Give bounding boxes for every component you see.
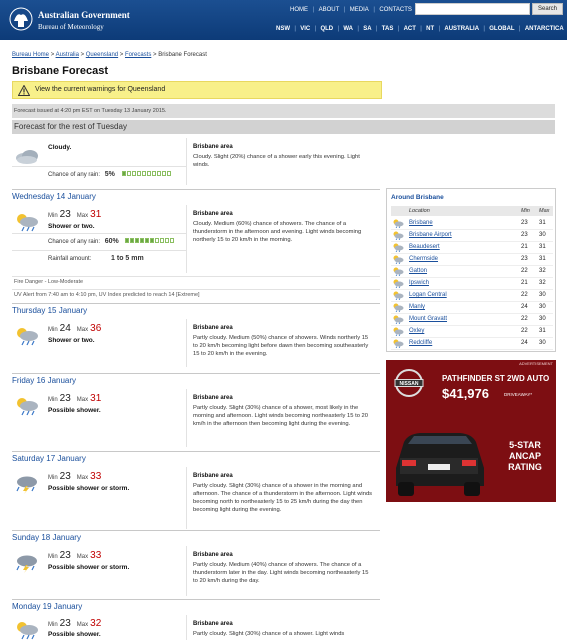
max-label: Max <box>76 397 89 403</box>
rest-chance-of-rain <box>48 171 172 178</box>
around-min: 21 <box>521 244 528 250</box>
rain-bar-segment <box>145 238 149 243</box>
max-temp: 36 <box>90 323 102 334</box>
ad-rating: 5-STAR ANCAP RATING <box>508 440 542 472</box>
around-row <box>391 242 553 254</box>
shower-icon <box>14 212 40 232</box>
separator: | <box>357 26 359 32</box>
max-label: Max <box>76 622 89 628</box>
area-text: Partly cloudy. Medium (50%) chance of showers. Winds northerly 15 to 20 km/h becoming light before dawn then becoming southeasterly 15 to 20 km/h in the evening. <box>193 335 369 357</box>
separator: | <box>312 7 315 13</box>
area-title: Brisbane area <box>193 211 233 217</box>
nav-australia[interactable]: AUSTRALIA <box>444 26 480 32</box>
rain-chance-bar <box>125 238 175 244</box>
around-location-link[interactable]: Ipswich <box>409 280 430 286</box>
around-row <box>391 302 553 314</box>
nav-nsw[interactable]: NSW <box>276 26 290 32</box>
fire-danger: Fire Danger - Low-Moderate <box>12 276 380 287</box>
issued-time: Forecast issued at 4:20 pm EST on Tuesday 13 January 2015. <box>12 104 555 118</box>
min-label: Min <box>48 554 58 560</box>
around-min: 24 <box>521 304 528 310</box>
chance-value: 5% <box>104 171 115 178</box>
nav-sa[interactable]: SA <box>363 26 372 32</box>
day-summary: Possible shower or storm. <box>48 485 130 492</box>
separator: | <box>314 26 317 32</box>
area-title: Brisbane area <box>193 621 233 627</box>
min-max <box>48 471 107 482</box>
around-location-link[interactable]: Brisbane <box>409 220 433 226</box>
warnings-link[interactable] <box>12 81 382 99</box>
shower-icon <box>392 303 404 312</box>
around-min: 22 <box>521 268 528 274</box>
max-temp: 33 <box>90 550 102 561</box>
column-divider <box>186 546 187 596</box>
site-header <box>0 0 567 40</box>
nav-antarctica[interactable]: ANTARCTICA <box>524 26 564 32</box>
min-max <box>48 618 107 629</box>
rain-bar-segment <box>150 238 154 243</box>
shower-icon <box>392 327 404 336</box>
nav-nt[interactable]: NT <box>426 26 435 32</box>
around-min: 23 <box>521 256 528 262</box>
around-location-link[interactable]: Redcliffe <box>409 340 433 346</box>
crest-icon <box>8 6 34 32</box>
rain-bar-segment <box>142 171 146 176</box>
min-max <box>48 550 107 561</box>
ad-model: PATHFINDER ST 2WD AUTO <box>442 374 550 383</box>
gov-name: Australian Government <box>38 10 130 20</box>
row-divider <box>12 233 186 234</box>
rest-summary: Cloudy. <box>48 144 72 151</box>
nav-qld[interactable]: QLD <box>320 26 334 32</box>
around-max: 30 <box>539 232 546 238</box>
shower-icon <box>392 255 404 264</box>
rainfall-amount <box>48 255 144 262</box>
day-header-thursday: Thursday 15 January <box>12 303 380 317</box>
breadcrumb-sep: > <box>50 52 55 58</box>
column-divider <box>186 615 187 640</box>
around-min: 24 <box>521 340 528 346</box>
bom-name: Bureau of Meteorology <box>38 23 104 31</box>
chance-of-rain <box>48 238 175 245</box>
warning-text: View the current warnings for Queensland <box>35 86 166 93</box>
day-header-friday: Friday 16 January <box>12 373 380 387</box>
shower-icon <box>392 291 404 300</box>
cloudy-icon <box>14 146 40 166</box>
around-max: 31 <box>539 328 546 334</box>
around-location-link[interactable]: Beaudesert <box>409 244 440 250</box>
row-divider <box>12 166 186 167</box>
shower-icon <box>14 396 40 416</box>
site-logo[interactable] <box>8 4 130 34</box>
area-title: Brisbane area <box>193 325 233 331</box>
min-temp: 23 <box>59 471 71 482</box>
rain-bar-segment <box>160 238 164 243</box>
around-max: 31 <box>539 244 546 250</box>
rain-chance-bar <box>122 171 172 177</box>
max-label: Max <box>76 327 89 333</box>
storm-icon <box>14 474 40 494</box>
day-summary: Possible shower. <box>48 407 101 414</box>
max-temp: 33 <box>90 471 102 482</box>
breadcrumb-sep: > <box>80 52 85 58</box>
nissan-logo-icon <box>394 368 424 398</box>
around-row <box>391 266 553 278</box>
breadcrumb-forecasts[interactable]: Forecasts <box>124 52 152 58</box>
col-max: Max <box>539 208 550 214</box>
separator: | <box>337 26 340 32</box>
area-text: Cloudy. Slight (20%) chance of a shower early this evening. Light winds. <box>193 154 360 168</box>
ad-price: $41,976 <box>442 386 489 401</box>
rain-bar-segment <box>170 238 174 243</box>
around-max: 31 <box>539 220 546 226</box>
min-max <box>48 323 107 334</box>
shower-icon <box>392 219 404 228</box>
day-summary: Shower or two. <box>48 223 95 230</box>
top-links <box>290 5 412 15</box>
min-max <box>48 393 107 404</box>
area-title: Brisbane area <box>193 144 233 150</box>
column-divider <box>186 205 187 273</box>
shower-icon <box>392 267 404 276</box>
max-temp: 31 <box>90 393 102 404</box>
rain-bar-segment <box>157 171 161 176</box>
nav-wa[interactable]: WA <box>343 26 354 32</box>
rainfall-value: 1 to 5 mm <box>111 255 144 262</box>
separator: | <box>518 26 521 32</box>
separator: | <box>397 26 400 32</box>
min-temp: 24 <box>59 323 71 334</box>
around-min: 23 <box>521 232 528 238</box>
rain-bar-segment <box>130 238 134 243</box>
breadcrumb-australia[interactable]: Australia <box>55 52 79 58</box>
max-temp: 31 <box>90 209 102 220</box>
rain-bar-segment <box>140 238 144 243</box>
uv-alert: UV Alert from 7:40 am to 4:10 pm, UV Index predicted to reach 14 [Extreme] <box>12 289 380 300</box>
column-divider <box>186 138 187 185</box>
rain-bar-segment <box>167 171 171 176</box>
day-summary: Possible shower. <box>48 631 101 638</box>
area-text: Partly cloudy. Medium (40%) chance of showers. The chance of a thunderstorm later in the day. Light winds becoming northeasterly 15 to 20 km/h during the day. <box>193 562 369 584</box>
around-max: 32 <box>539 268 546 274</box>
rain-bar-segment <box>125 238 129 243</box>
page-title: Brisbane Forecast <box>12 65 108 77</box>
nav-tas[interactable]: TAS <box>381 26 394 32</box>
separator: | <box>375 26 378 32</box>
separator: | <box>438 26 441 32</box>
column-divider <box>186 319 187 367</box>
rain-bar-segment <box>165 238 169 243</box>
separator: | <box>343 7 346 13</box>
around-min: 22 <box>521 328 528 334</box>
around-max: 31 <box>539 256 546 262</box>
around-row <box>391 278 553 290</box>
breadcrumb-queensland[interactable]: Queensland <box>85 52 119 58</box>
warning-icon <box>18 85 30 96</box>
breadcrumb-sep: > <box>153 52 157 58</box>
shower-icon <box>392 339 404 348</box>
car-image-icon <box>390 420 488 498</box>
top-link-media[interactable]: MEDIA <box>349 7 369 13</box>
ad-label: ADVERTISEMENT <box>519 361 553 366</box>
area-title: Brisbane area <box>193 395 233 401</box>
area-text: Partly cloudy. Slight (30%) chance of a shower. Light winds <box>193 631 345 637</box>
around-min: 22 <box>521 316 528 322</box>
rain-bar-segment <box>155 238 159 243</box>
around-location-link[interactable]: Logan Central <box>409 292 447 298</box>
breadcrumb-sep: > <box>119 52 124 58</box>
col-location: Location <box>409 208 430 214</box>
around-max: 30 <box>539 304 546 310</box>
around-location-link[interactable]: Chermside <box>409 256 439 262</box>
min-label: Min <box>48 475 58 481</box>
storm-icon <box>14 553 40 573</box>
around-table-header <box>391 206 553 216</box>
rain-bar-segment <box>137 171 141 176</box>
area-text: Partly cloudy. Slight (30%) chance of a shower in the morning and afternoon. The chance of a thunderstorm in the afternoon. Light winds becoming north to northeasterly 15 to 25 km/h during the day then becoming light during the evening. <box>193 483 373 513</box>
nav-vic[interactable]: VIC <box>300 26 311 32</box>
state-nav <box>276 24 564 34</box>
ad-brand: NISSAN <box>399 381 419 387</box>
min-temp: 23 <box>59 618 71 629</box>
min-temp: 23 <box>59 550 71 561</box>
search-button[interactable]: Search <box>532 3 563 15</box>
min-label: Min <box>48 213 58 219</box>
column-divider <box>186 467 187 529</box>
shower-icon <box>392 243 404 252</box>
top-link-home[interactable]: HOME <box>290 7 308 13</box>
shower-icon <box>392 231 404 240</box>
max-label: Max <box>76 213 89 219</box>
day-header-saturday: Saturday 17 January <box>12 451 380 465</box>
rest-of-day-header: Forecast for the rest of Tuesday <box>12 120 555 134</box>
rain-bar-segment <box>127 171 131 176</box>
breadcrumb <box>12 52 207 58</box>
column-divider <box>186 389 187 447</box>
nav-global[interactable]: GLOBAL <box>489 26 515 32</box>
around-row <box>391 326 553 338</box>
separator: | <box>420 26 422 32</box>
separator: | <box>483 26 485 32</box>
separator: | <box>373 7 375 13</box>
around-max: 30 <box>539 292 546 298</box>
around-row <box>391 314 553 326</box>
around-title: Around Brisbane <box>391 194 444 201</box>
shower-icon <box>14 326 40 346</box>
area-text: Partly cloudy. Slight (30%) chance of a shower, most likely in the morning and afternoon. Light winds becoming northeasterly 15 to 20 km/h in the afternoon then becoming light during the evening. <box>193 405 368 427</box>
breadcrumb-current: Brisbane Forecast <box>158 52 207 58</box>
min-label: Min <box>48 622 58 628</box>
min-label: Min <box>48 397 58 403</box>
rain-bar-segment <box>162 171 166 176</box>
around-max: 32 <box>539 280 546 286</box>
area-text: Cloudy. Medium (60%) chance of showers. The chance of a thunderstorm in the afternoon and evening. Light winds becoming northerly 15 to 20 km/h in the morning. <box>193 221 362 243</box>
ad-driveaway: DRIVEAWAY* <box>504 392 533 397</box>
around-max: 30 <box>539 340 546 346</box>
around-row <box>391 254 553 266</box>
around-location-link[interactable]: Gatton <box>409 268 428 274</box>
advertisement[interactable] <box>386 360 556 502</box>
rain-bar-segment <box>122 171 126 176</box>
around-brisbane-panel <box>386 188 556 352</box>
breadcrumb-home[interactable]: Bureau Home <box>12 52 50 58</box>
search-input[interactable] <box>415 3 530 15</box>
min-label: Min <box>48 327 58 333</box>
min-temp: 23 <box>59 393 71 404</box>
around-row <box>391 218 553 230</box>
around-location-link[interactable]: Brisbane Airport <box>409 232 452 238</box>
separator: | <box>294 26 296 32</box>
row-divider <box>12 250 186 251</box>
day-summary: Shower or two. <box>48 337 95 344</box>
around-row <box>391 230 553 242</box>
rain-bar-segment <box>132 171 136 176</box>
chance-label: Chance of any rain: <box>48 239 101 245</box>
around-location-link[interactable]: Mount Gravatt <box>409 316 448 322</box>
day-header-sunday: Sunday 18 January <box>12 530 380 544</box>
day-header-monday: Monday 19 January <box>12 599 380 613</box>
around-row <box>391 290 553 302</box>
min-max <box>48 209 107 220</box>
shower-icon <box>392 279 404 288</box>
min-temp: 23 <box>59 209 71 220</box>
rainfall-label: Rainfall amount: <box>48 256 92 262</box>
top-link-about[interactable]: ABOUT <box>318 7 340 13</box>
top-link-contacts[interactable]: CONTACTS <box>379 7 412 13</box>
area-title: Brisbane area <box>193 552 233 558</box>
around-row <box>391 338 553 350</box>
rain-bar-segment <box>135 238 139 243</box>
around-max: 30 <box>539 316 546 322</box>
nav-act[interactable]: ACT <box>403 26 416 32</box>
max-temp: 32 <box>90 618 102 629</box>
around-min: 21 <box>521 280 528 286</box>
max-label: Max <box>76 475 89 481</box>
around-location-link[interactable]: Oxley <box>409 328 425 334</box>
rain-bar-segment <box>152 171 156 176</box>
shower-icon <box>392 315 404 324</box>
chance-value: 60% <box>104 238 119 245</box>
area-title: Brisbane area <box>193 473 233 479</box>
around-min: 23 <box>521 220 528 226</box>
rain-bar-segment <box>147 171 151 176</box>
day-header-wednesday: Wednesday 14 January <box>12 189 380 203</box>
max-label: Max <box>76 554 89 560</box>
around-location-link[interactable]: Manly <box>409 304 426 310</box>
day-summary: Possible shower or storm. <box>48 564 130 571</box>
shower-icon <box>14 620 40 640</box>
chance-label: Chance of any rain: <box>48 172 101 178</box>
col-min: Min <box>521 208 530 214</box>
around-min: 22 <box>521 292 528 298</box>
